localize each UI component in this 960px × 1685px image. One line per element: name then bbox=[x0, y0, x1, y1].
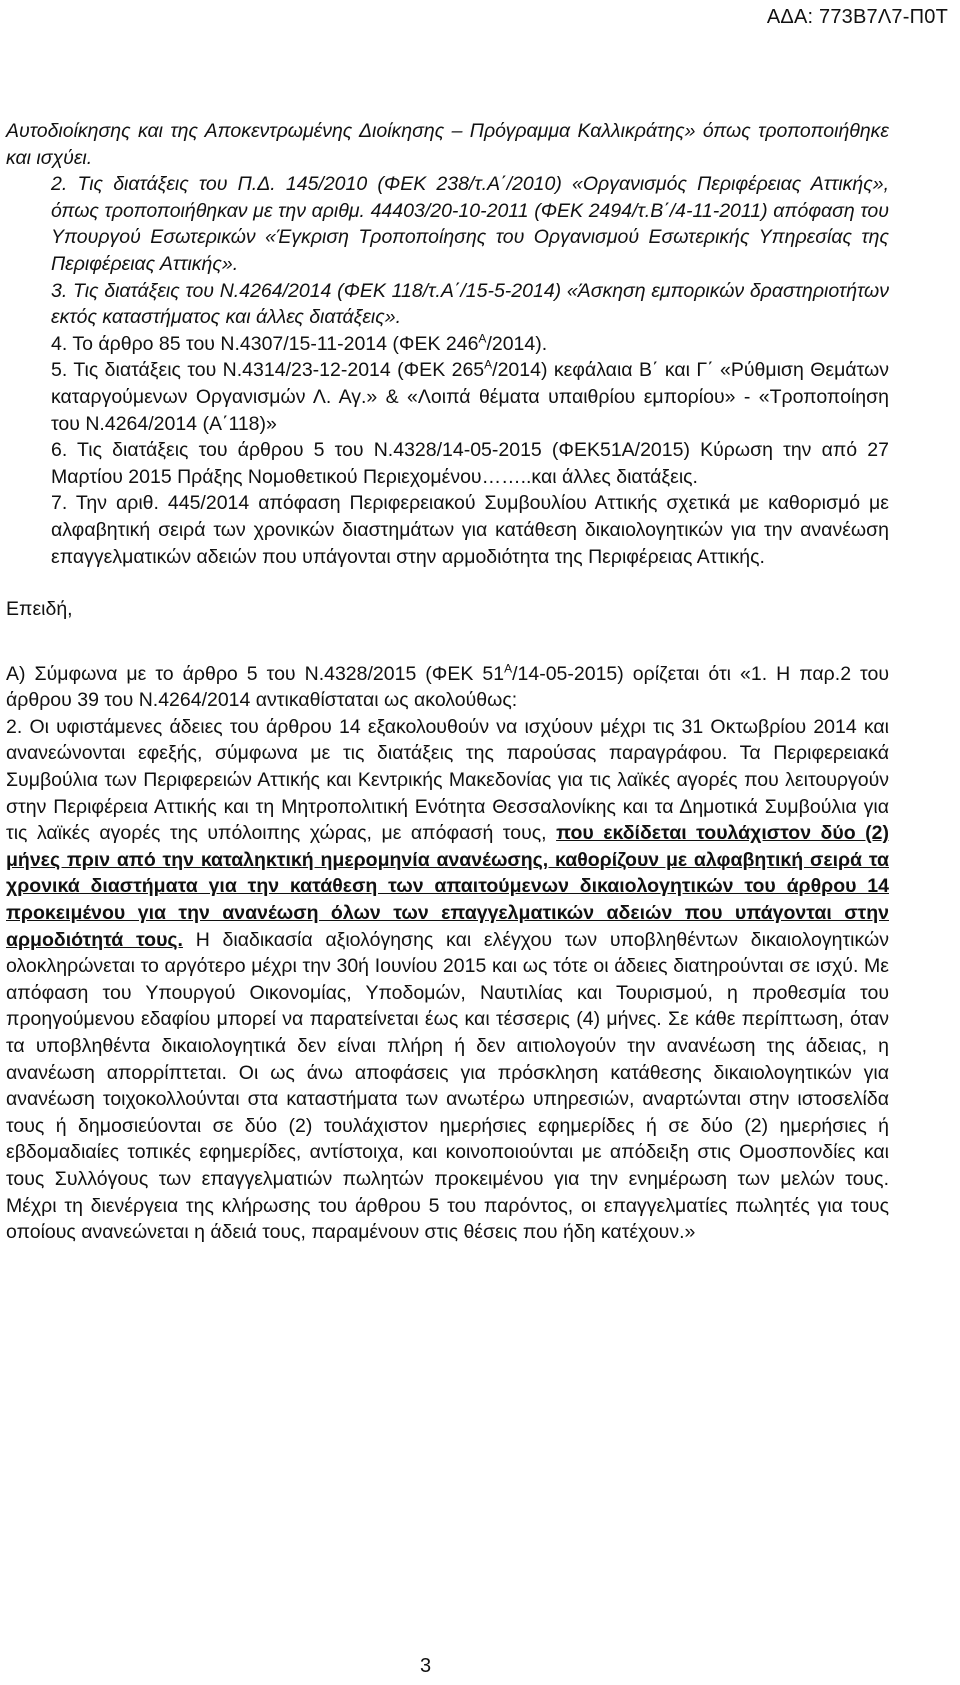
intro-paragraph: Αυτοδιοίκησης και της Αποκεντρωμένης Διοίκησης – Πρόγραμμα Καλλικράτης» όπως τροποποιήθηκε και ισχύει. bbox=[6, 120, 889, 169]
item-4 bbox=[6, 331, 889, 358]
item-7: 7. Την αριθ. 445/2014 απόφαση Περιφερειακού Συμβουλίου Αττικής σχετικά με καθορισμό με αλφαβητική σειρά των χρονικών διαστημάτων για κατάθεση δικαιολογητικών για την ανανέωση επαγγελματικών αδειών που υπάγονται στην αρμοδιότητα της Περιφέρειας Αττικής. bbox=[51, 492, 889, 568]
epeidi-heading: Επειδή, bbox=[6, 598, 73, 621]
paragraph-2 bbox=[6, 714, 889, 1246]
paragraph-a-text-end: /14-05-2015) ορίζεται ότι «1. Η παρ.2 του άρθρου 39 του Ν.4264/2014 αντικαθίσταται ως ακολούθως: bbox=[6, 662, 889, 712]
item-3: 3. Τις διατάξεις του Ν.4264/2014 (ΦΕΚ 118/τ.Α΄/15-5-2014) «Άσκηση εμπορικών δραστηριοτήτων εκτός καταστήματος και άλλες διατάξεις». bbox=[51, 279, 889, 329]
document-body bbox=[6, 118, 889, 1246]
paragraph-a-text: Α) Σύμφωνα με το άρθρο 5 του Ν.4328/2015 (ΦΕΚ 51 bbox=[6, 662, 505, 685]
ada-code: ΑΔΑ: 773Β7Λ7-Π0Τ bbox=[766, 6, 948, 28]
item-5-text-end: /2014) κεφάλαια Β΄ και Γ΄ «Ρύθμιση Θεμάτων καταργούμενων Οργανισμών Λ. Αγ.» & «Λοιπά θέματα υπαιθρίου εμπορίου» - «Τροποποίηση του Ν.4264/2014 (Α΄118)» bbox=[51, 359, 889, 435]
paragraph-a-sup: Α bbox=[504, 661, 513, 676]
item-2: 2. Τις διατάξεις του Π.Δ. 145/2010 (ΦΕΚ 238/τ.Α΄/2010) «Οργανισμός Περιφέρειας Αττικής», όπως τροποποιήθηκαν με την αριθμ. 44403/20-10-2011 (ΦΕΚ 2494/τ.Β΄/4-11-2011) απόφαση του Υπουργού Εσωτερικών «Έγκριση Τροποποίησης του Οργανισμού Εσωτερικής Υπηρεσίας της Περιφέρειας Αττικής». bbox=[51, 173, 889, 275]
item-4-sup: Α bbox=[478, 331, 487, 346]
item-4-text: 4. Το άρθρο 85 του Ν.4307/15-11-2014 (ΦΕΚ 246 bbox=[51, 332, 479, 355]
item-5 bbox=[6, 357, 889, 437]
item-4-text-end: /2014). bbox=[486, 332, 548, 355]
paragraph-2-text-end: Η διαδικασία αξιολόγησης και ελέγχου των υποβληθέντων δικαιολογητικών ολοκληρώνεται το αργότερο μέχρι την 30ή Ιουνίου 2015 και ως τότε οι άδειες διατηρούνται σε ισχύ. Με απόφαση του Υπουργού Οικονομίας, Υποδομών, Ναυτιλίας και Τουρισμού, η προθεσμία του προηγούμενου εδαφίου μπορεί να παρατείνεται έως και τέσσερις (4) μήνες. Σε κάθε περίπτωση, όταν τα υποβληθέντα δικαιολογητικά δεν είναι πλήρη ή δεν αιτιολογούν την ανανέωση της άδειας, η ανανέωση απορρίπτεται. Οι ως άνω αποφάσεις για πρόσκληση κατάθεσης δικαιολογητικών για ανανέωση τοιχοκολλούνται στα καταστήματα των ανωτέρω υπηρεσιών, αναρτώνται στην ιστοσελίδα τους ή δημοσιεύονται σε δύο (2) τουλάχιστον ημερήσιες εφημερίδες ή σε δύο (2) ημερήσιες ή εβδομαδιαίες τοπικές εφημερίδες, αντίστοιχα, και κοινοποιούνται με απόδειξη στις Ομοσπονδίες και τους Συλλόγους των επαγγελματιών πωλητών προκειμένου για την ενημέρωση των μελών τους. Μέχρι τη διενέργεια της κλήρωσης του άρθρου 5 του παρόντος, οι επαγγελματίες πωλητές για τους οποίους ανανεώνεται η άδειά τους, παραμένουν στις θέσεις που ήδη κατέχουν.» bbox=[6, 928, 889, 1244]
paragraph-2-emphasis: που εκδίδεται τουλάχιστον δύο (2) μήνες πριν από την καταληκτική ημερομηνία ανανέωσης, καθορίζουν με αλφαβητική σειρά τα χρονικά διαστήματα για την κατάθεση των απαιτούμενων δικαιολογητικών του άρθρου 14 προκειμένου για την ανανέωση όλων των επαγγελματικών αδειών που υπάγονται στην αρμοδιότητά τους. bbox=[6, 822, 889, 951]
item-6: 6. Τις διατάξεις του άρθρου 5 του Ν.4328/14-05-2015 (ΦΕΚ51Α/2015) Κύρωση την από 27 Μαρτίου 2015 Πράξης Νομοθετικού Περιεχομένου……..και άλλες διατάξεις. bbox=[51, 439, 889, 488]
item-5-text: 5. Τις διατάξεις του Ν.4314/23-12-2014 (ΦΕΚ 265 bbox=[51, 359, 485, 382]
paragraph-a bbox=[6, 661, 889, 714]
paragraph-2-text: 2. Οι υφιστάμενες άδειες του άρθρου 14 εξακολουθούν να ισχύουν μέχρι τις 31 Οκτωβρίου 2014 και ανανεώνονται εφεξής, σύμφωνα με τις διατάξεις της παρούσας παραγράφου. Τα Περιφερειακά Συμβούλια των Περιφερειών Αττικής και Κεντρικής Μακεδονίας για τις λαϊκές αγορές που λειτουργούν στην Περιφέρεια Αττικής και τη Μητροπολιτική Ενότητα Θεσσαλονίκης και τα Δημοτικά Συμβούλια για τις λαϊκές αγορές της υπόλοιπης χώρας, με απόφασή τους, bbox=[6, 715, 889, 845]
page-number: 3 bbox=[420, 1655, 432, 1677]
item-5-sup: Α bbox=[484, 357, 493, 372]
